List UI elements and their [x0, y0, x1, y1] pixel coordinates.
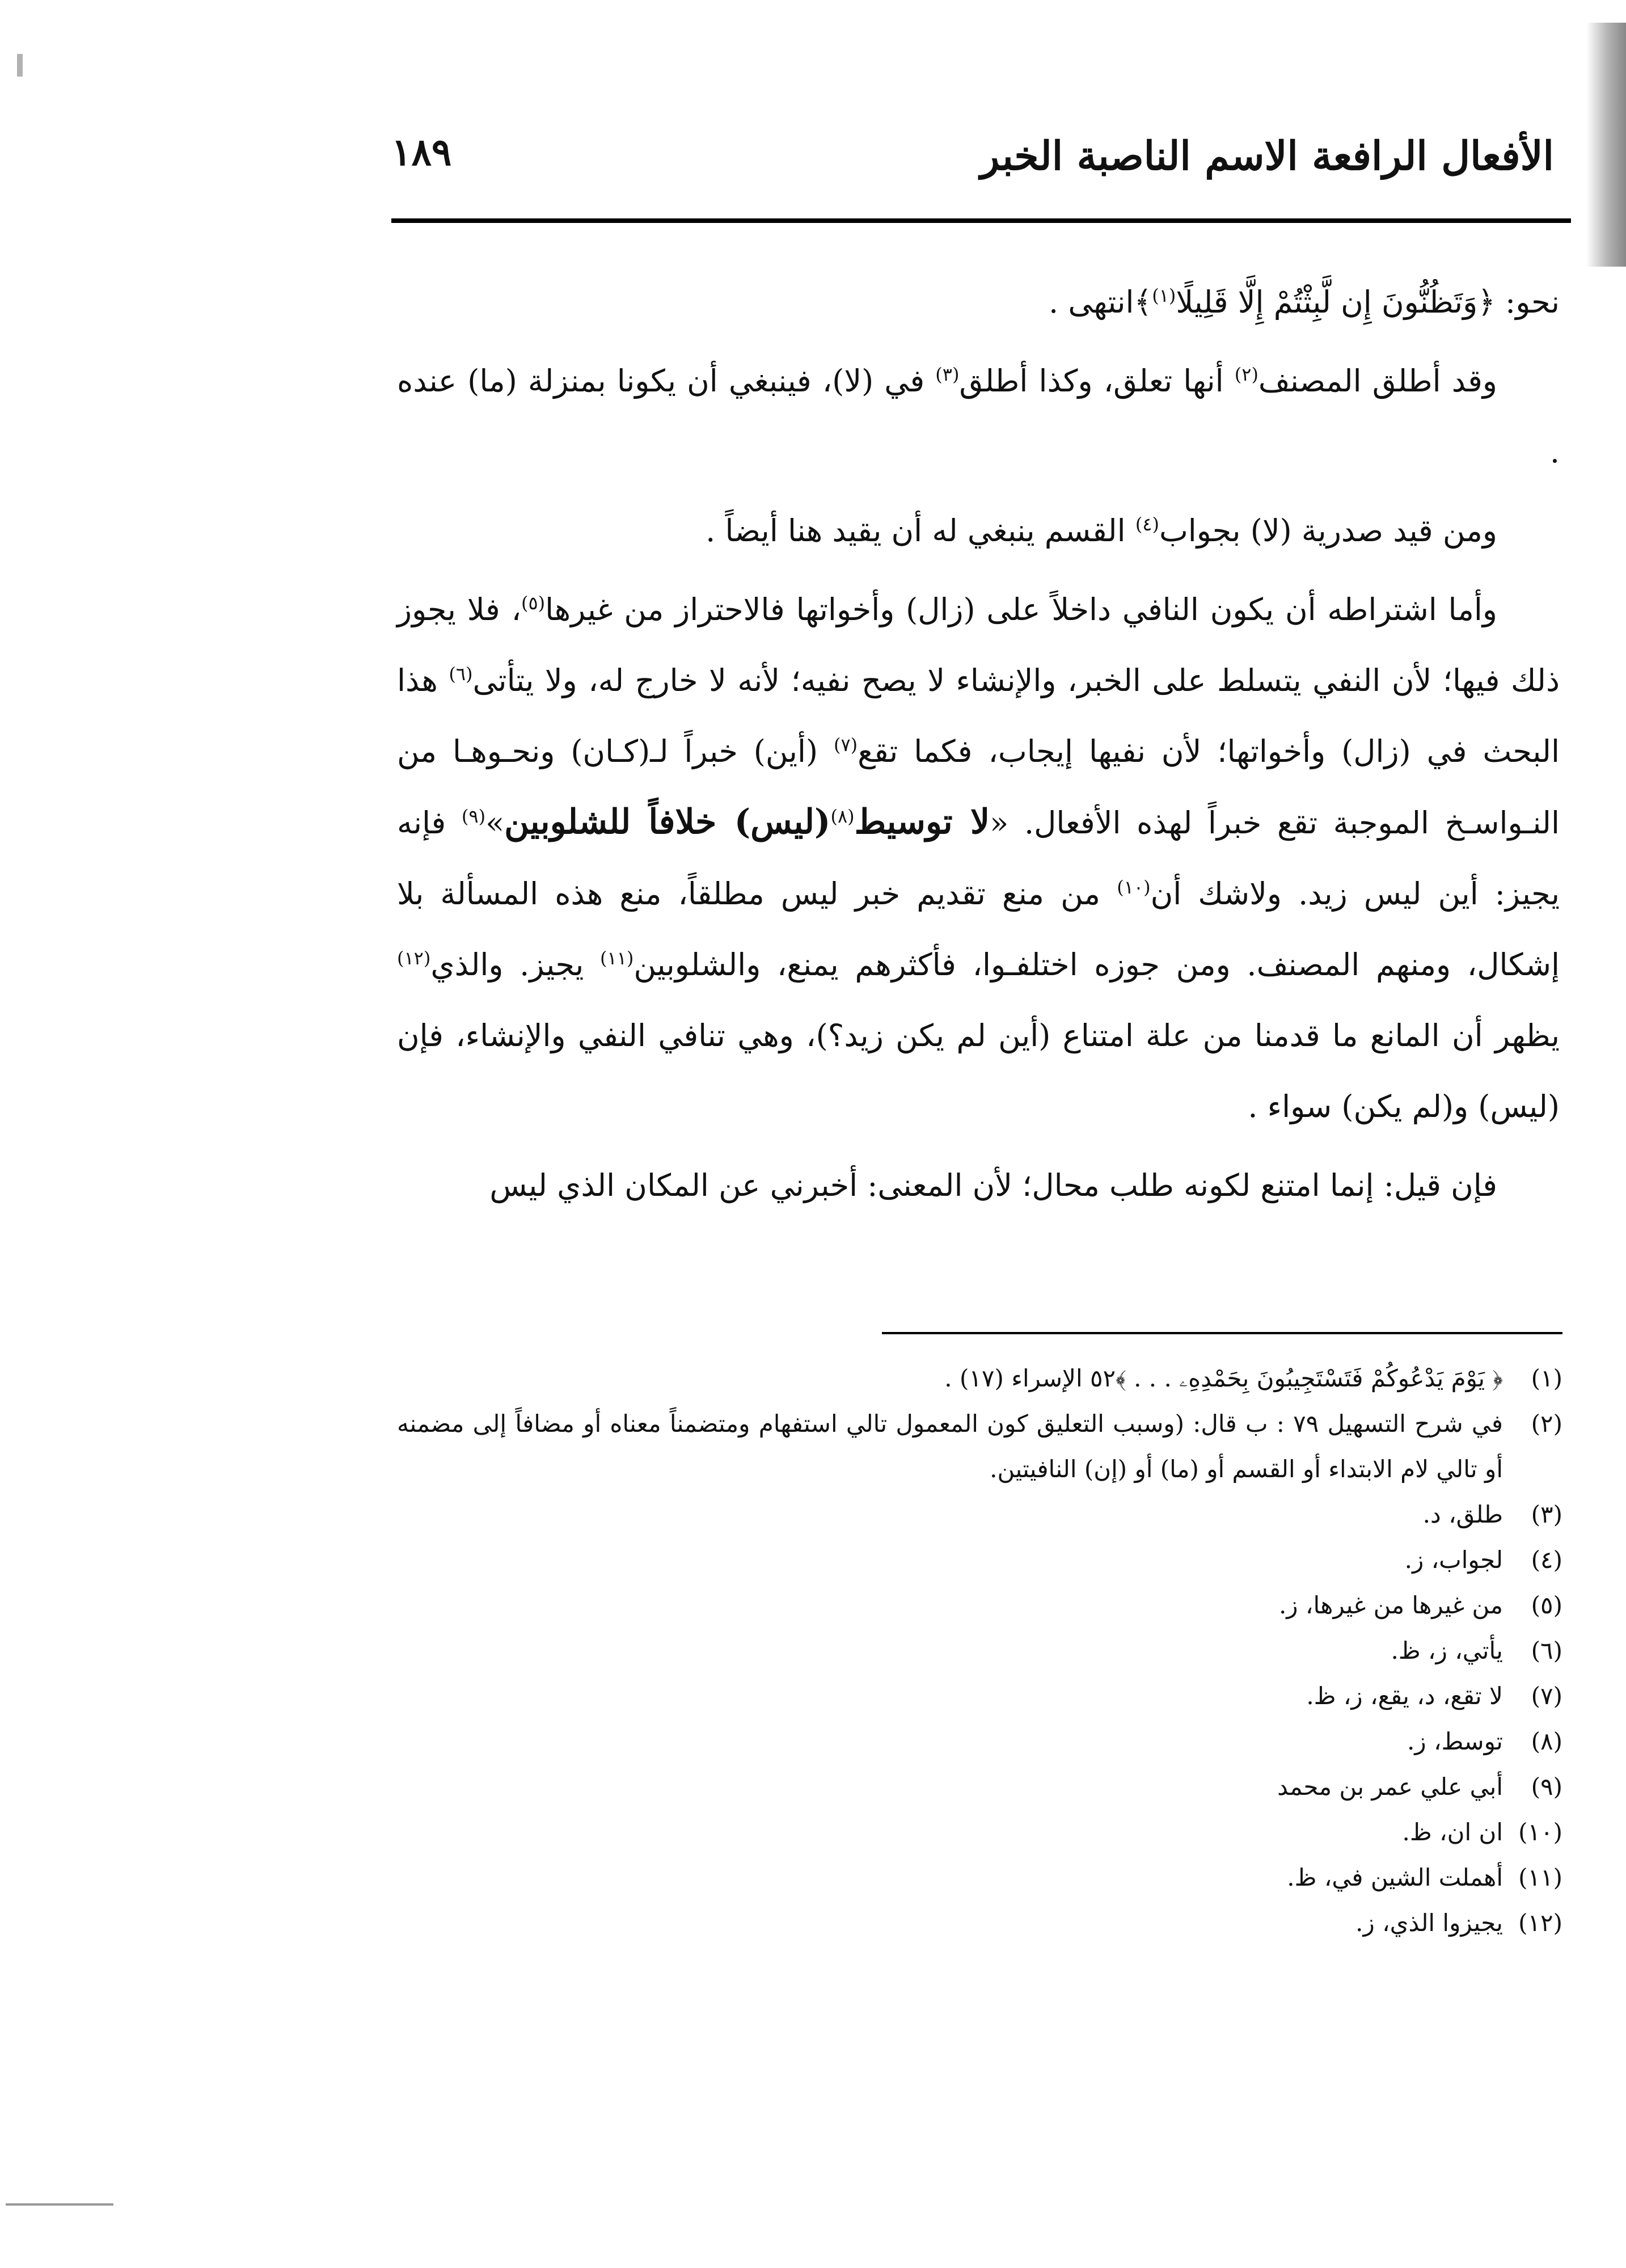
footnote [397, 1401, 1562, 1492]
footnote [397, 1356, 1562, 1401]
paragraph-2 [397, 345, 1560, 487]
header-rule [391, 218, 1571, 223]
footnote-text: يأتي، ز، ظ. [1391, 1637, 1503, 1664]
footnote-text: أهملت الشين في، ظ. [1287, 1864, 1503, 1891]
text-run: وقد أطلق المصنف [1258, 363, 1498, 399]
paragraph-5: فإن قيل: إنما امتنع لكونه طلب محال؛ لأن المعنى: أخبرني عن المكان الذي ليس [489, 1167, 1497, 1203]
text-run: فإنه يجيز: أين ليس زيد. ولاشك أن [397, 805, 1560, 912]
scan-dash-mark [6, 2203, 113, 2206]
text-run: ﴾انتهى . [1049, 284, 1152, 320]
text-run: أنها تعلق، وكذا أطلق [959, 363, 1235, 399]
footnote-ref: (١١) [600, 947, 634, 969]
footnote [397, 1673, 1562, 1719]
footnote-number: (٩) [1531, 1773, 1562, 1801]
text-run: وأما اشتراطه أن يكون النافي داخلاً على (زال) وأخواتها فالاحتراز من غيرها [545, 592, 1497, 627]
paragraph-3 [397, 495, 1560, 566]
footnote-text: يجيزوا الذي، ز. [1355, 1909, 1503, 1937]
footnotes [397, 1356, 1562, 1946]
footnote-rule [882, 1332, 1562, 1334]
footnote-ref: (١) [1152, 285, 1176, 306]
footnote-number: (١٢) [1518, 1909, 1562, 1937]
text-run: ، فلا يجوز ذلك فيها؛ لأن النفي يتسلط على الخبر، والإنشاء لا يصح نفيه؛ لأنه لا خارج له، ولا يتأتى [397, 592, 1560, 698]
scan-edge-mark [17, 54, 113, 77]
footnote-text: أبي علي عمر بن محمد [1277, 1773, 1503, 1801]
footnote-text: في شرح التسهيل ٧٩ : ب قال: (وسبب التعليق كون المعمول تالي استفهام ومتضمناً معناه أو مضافاً إلى مضمنه أو تالي لام الابتداء أو القسم أو (ما) أو (إن) النافيتين. [397, 1410, 1503, 1483]
page-number: ١٨٩ [391, 130, 452, 174]
text-run: القسم ينبغي له أن يقيد هنا أيضاً . [706, 513, 1135, 549]
footnote-number: (١١) [1518, 1864, 1562, 1891]
running-title: الأفعال الرافعة الاسم الناصبة الخبر [980, 132, 1554, 179]
footnote-number: (٨) [1531, 1727, 1562, 1755]
footnote [397, 1764, 1562, 1810]
footnote-ref: (٣) [935, 364, 960, 385]
footnote-ref: (٢) [1234, 364, 1258, 385]
footnote [397, 1628, 1562, 1673]
text-run: من منع تقديم خبر ليس مطلقاً، منع هذه المسألة بلا إشكال، ومنهم المصنف. ومن جوزه اختلفـوا، فأكثرهم يمنع، والشلوبين [397, 876, 1560, 983]
footnote [397, 1583, 1562, 1628]
scan-edge-shadow [1586, 23, 1626, 267]
text-run: في (لا)، فينبغي أن يكونا بمنزلة (ما) عنده . [397, 363, 1560, 470]
paragraph-4 [397, 574, 1560, 1142]
text-run: يجيز. والذي [430, 947, 601, 983]
footnote-ref: (٤) [1135, 513, 1159, 535]
footnote-number: (٧) [1531, 1682, 1562, 1710]
matn-quote: (ليس) خلافاً للشلوبين [504, 802, 831, 842]
footnote-number: (٥) [1531, 1591, 1562, 1619]
text-run: يظهر أن المانع ما قدمنا من علة امتناع (أين لم يكن زيد؟)، وهي تنافي النفي والإنشاء، فإن (ليس) و(لم يكن) سواء . [397, 1018, 1560, 1124]
matn-quote: لا توسيط [854, 802, 990, 842]
footnote [397, 1719, 1562, 1764]
text-run: هذا البحث في (زال) وأخواتها؛ لأن نفيها إيجاب، فكما تقع [397, 663, 1560, 769]
footnote-text: توسط، ز. [1407, 1727, 1503, 1755]
footnote-ref: (١٢) [397, 947, 431, 969]
footnote-number: (٢) [1531, 1410, 1562, 1437]
footnote-number: (١) [1531, 1364, 1562, 1392]
footnote-number: (٣) [1531, 1500, 1562, 1528]
footnote-text: طلق، د. [1422, 1500, 1503, 1528]
footnote [397, 1537, 1562, 1583]
footnote-number: (٤) [1531, 1546, 1562, 1574]
footnote-text: ﴿ يَوْمَ يَدْعُوكُمْ فَتَسْتَجِيبُونَ بِحَمْدِهِۦ . . . ﴾٥٢ الإسراء (١٧) . [944, 1364, 1503, 1392]
footnote-text: لجواب، ز. [1404, 1546, 1503, 1574]
footnote-ref: (٩) [461, 806, 486, 827]
footnote-text: من غيرها من غيرها، ز. [1278, 1591, 1503, 1619]
footnote-text: لا تقع، د، يقع، ز، ظ. [1306, 1682, 1503, 1710]
main-text [397, 267, 1560, 1221]
page-header [391, 122, 1554, 190]
footnote [397, 1900, 1562, 1946]
footnote-number: (١٠) [1518, 1818, 1562, 1846]
text-run: نحو: ﴿وَتَظُنُّونَ إِن لَّبِثْتُمْ إِلَّا قَلِيلًا [1176, 284, 1560, 320]
paragraph-1 [397, 267, 1560, 338]
footnote-ref: (٧) [834, 734, 858, 756]
footnote [397, 1810, 1562, 1855]
footnote [397, 1855, 1562, 1900]
footnote-ref: (١٠) [1117, 876, 1151, 898]
footnote-ref: (٥) [521, 592, 546, 614]
text-run: ومن قيد صدرية (لا) بجواب [1159, 513, 1497, 549]
footnote-ref: (٦) [449, 663, 473, 685]
footnote [397, 1492, 1562, 1537]
footnote-number: (٦) [1531, 1637, 1562, 1664]
text-run: (أين) خبراً لـ(كـان) ونحـوهـا من النـواسـخ الموجبة تقع خبراً لهذه الأفعال. « [397, 733, 1560, 841]
footnote-ref: (٨) [830, 806, 855, 827]
text-run: » [485, 805, 505, 841]
footnote-text: ان ان، ظ. [1402, 1818, 1503, 1846]
